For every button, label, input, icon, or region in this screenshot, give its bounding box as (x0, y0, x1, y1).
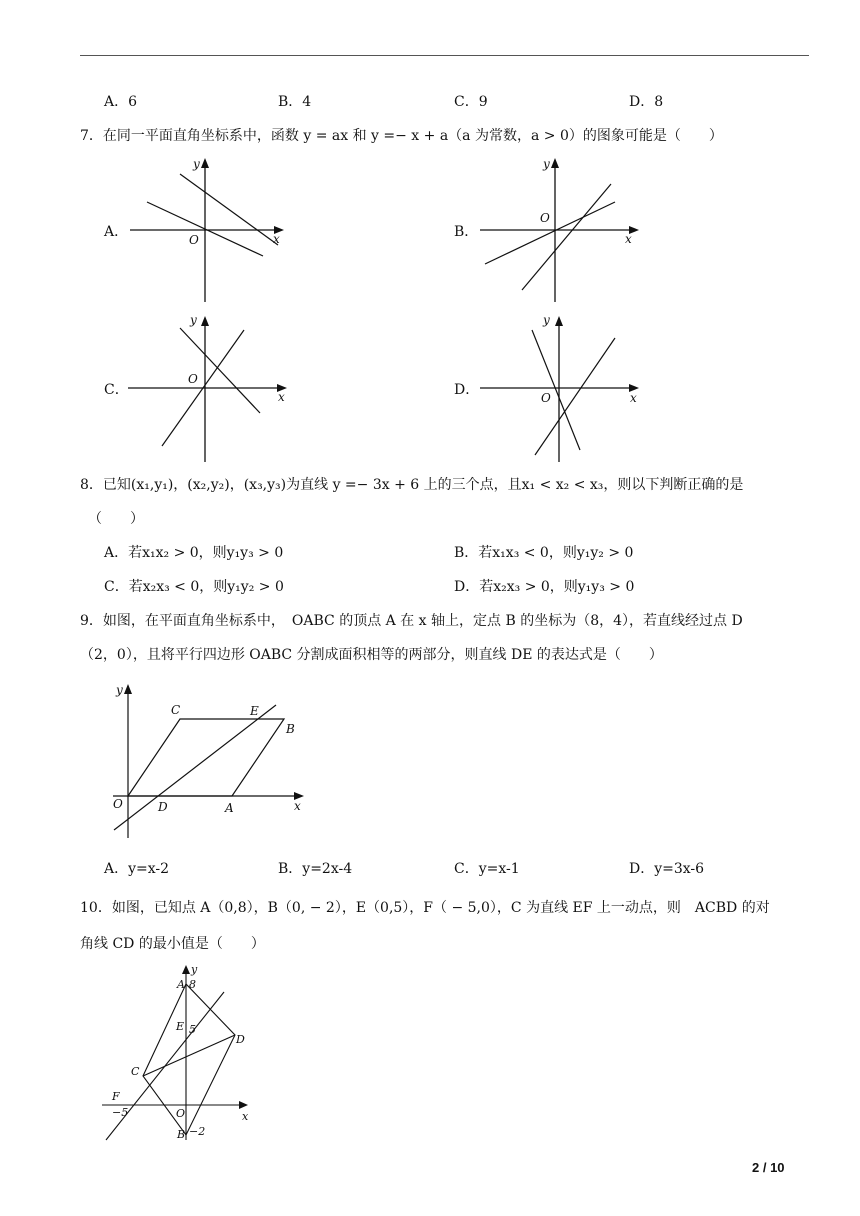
svg-text:−5: −5 (112, 1106, 129, 1119)
svg-text:O: O (541, 391, 551, 405)
svg-text:F: F (112, 1090, 120, 1103)
q7-stem: 7．在同一平面直角坐标系中，函数 y = ax 和 y =− x + a（a 为常数，a > 0）的图象可能是（ ） (80, 128, 723, 144)
svg-text:A: A (225, 801, 234, 815)
svg-text:O: O (176, 1107, 186, 1120)
q7-graph-a (120, 150, 300, 305)
svg-text:A: A (177, 978, 185, 991)
q8-option-b: B．若x₁x₃ < 0，则y₁y₂ > 0 (454, 545, 634, 561)
q8-option-a: A．若x₁x₂ > 0，则y₁y₃ > 0 (104, 545, 284, 561)
q10-stem-2: 角线 CD 的最小值是（ ） (80, 936, 265, 952)
svg-text:x: x (278, 390, 285, 404)
q8-option-c: C．若x₂x₃ < 0，则y₁y₂ > 0 (104, 579, 284, 595)
svg-text:y: y (543, 313, 550, 327)
svg-text:x: x (630, 391, 637, 405)
q8-stem: 8．已知(x₁,y₁)，(x₂,y₂)，(x₃,y₃)为直线 y =− 3x + 6 上的三个点，且x₁ < x₂ < x₃，则以下判断正确的是 (80, 477, 744, 493)
q9-option-d: D．y=3x-6 (629, 861, 705, 877)
svg-text:O: O (189, 233, 199, 247)
q9-option-a: A．y=x-2 (104, 861, 170, 877)
q7-option-d: D． (454, 382, 480, 398)
svg-text:E: E (176, 1020, 185, 1033)
svg-text:x: x (625, 232, 632, 246)
q7-option-a: A． (104, 224, 129, 240)
svg-text:y: y (190, 313, 197, 327)
q6-option-b: B．4 (278, 94, 312, 110)
q9-figure (108, 678, 313, 843)
q9-option-b: B．y=2x-4 (278, 861, 353, 877)
svg-text:C: C (171, 703, 181, 717)
svg-text:8: 8 (189, 978, 196, 991)
svg-text:B: B (286, 722, 295, 736)
q7-option-c: C． (104, 382, 129, 398)
q9-stem-2: （2，0），且将平行四边形 OABC 分割成面积相等的两部分，则直线 DE 的表达式是（ ） (80, 647, 663, 663)
q10-stem: 10．如图，已知点 A（0,8），B（0, − 2），E（0,5），F（ − 5,0），C 为直线 EF 上一动点，则 ACBD 的对 (80, 900, 770, 916)
q7-graph-b (475, 150, 655, 305)
q8-option-d: D．若x₂x₃ > 0，则y₁y₃ > 0 (454, 579, 635, 595)
q9-stem: 9．如图，在平面直角坐标系中， OABC 的顶点 A 在 x 轴上，定点 B 的坐标为（8，4），若直线经过点 D (80, 613, 743, 629)
svg-text:x: x (273, 232, 280, 246)
svg-text:y: y (116, 683, 123, 697)
q9-option-c: C．y=x-1 (454, 861, 520, 877)
q6-option-c: C．9 (454, 94, 488, 110)
q6-option-d: D．8 (629, 94, 664, 110)
svg-text:O: O (188, 372, 198, 386)
svg-text:x: x (294, 799, 301, 813)
svg-text:y: y (191, 963, 198, 976)
q7-graph-c (120, 310, 300, 465)
svg-text:D: D (158, 800, 168, 814)
svg-text:5: 5 (189, 1023, 196, 1036)
page-number: 2 / 10 (752, 1160, 785, 1175)
svg-text:y: y (543, 157, 550, 171)
svg-text:O: O (540, 211, 550, 225)
q10-figure (98, 960, 258, 1145)
q8-stem-2: （ ） (88, 511, 144, 527)
svg-text:x: x (242, 1110, 249, 1123)
header-rule (80, 55, 809, 56)
svg-text:C: C (131, 1065, 140, 1078)
svg-text:D: D (236, 1033, 245, 1046)
svg-text:E: E (250, 704, 259, 718)
svg-text:y: y (193, 157, 200, 171)
svg-text:B: B (177, 1128, 186, 1141)
svg-text:O: O (113, 797, 123, 811)
q7-option-b: B． (454, 224, 479, 240)
svg-text:−2: −2 (189, 1125, 206, 1138)
q6-option-a: A．6 (104, 94, 138, 110)
q7-graph-d (475, 310, 655, 465)
